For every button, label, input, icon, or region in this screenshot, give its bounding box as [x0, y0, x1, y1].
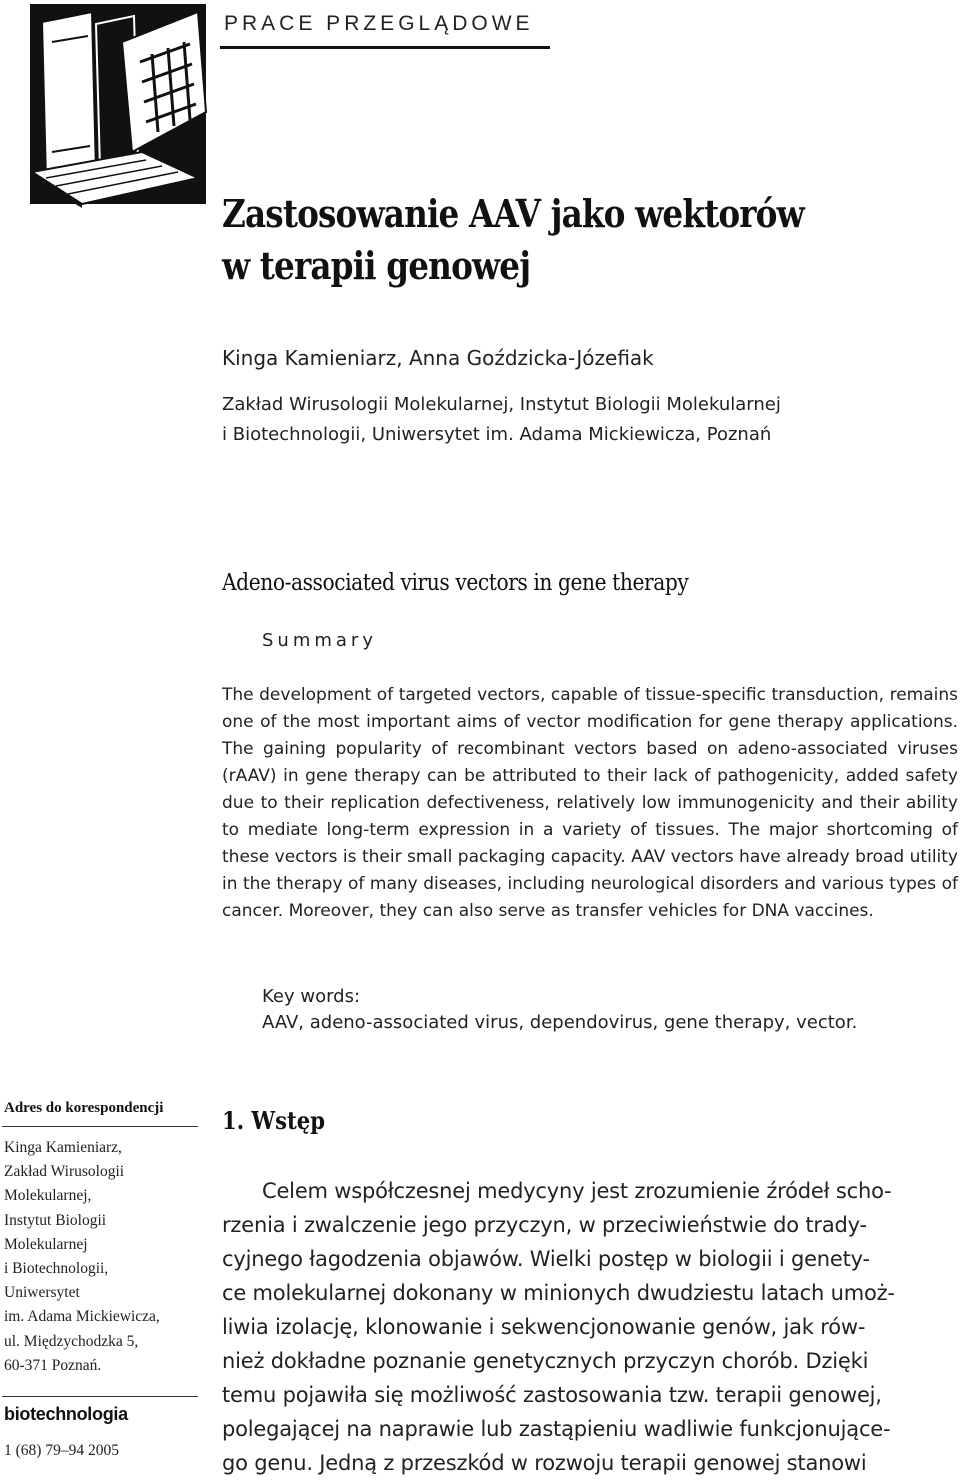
section-heading: 1. Wstęp [222, 1106, 325, 1135]
journal-citation: 1 (68) 79–94 2005 [4, 1442, 119, 1459]
affiliation [222, 390, 922, 450]
body-line: rzenia i zwalczenie jego przyczyn, w przeciwieństwie do trady- [222, 1213, 867, 1237]
title-line-2: w terapii genowej [222, 243, 531, 288]
body-line: ce molekularnej dokonany w minionych dwudziestu latach umoż- [222, 1281, 895, 1305]
address-line: 60-371 Poznań. [4, 1356, 102, 1374]
section-label: PRACE PRZEGLĄDOWE [224, 12, 534, 35]
address-line: Molekularnej, [4, 1187, 92, 1205]
affiliation-line-2: i Biotechnologii, Uniwersytet im. Adama Mickiewicza, Poznań [222, 424, 772, 445]
header-divider [220, 46, 550, 49]
address-line: Kinga Kamieniarz, [4, 1139, 122, 1156]
correspondence-address [4, 1136, 198, 1378]
address-line: Molekularnej [4, 1235, 88, 1253]
correspondence-divider-top [2, 1126, 198, 1127]
body-line: Celem współczesnej medycyny jest zrozumienie źródeł scho- [262, 1179, 892, 1203]
article-title [222, 188, 824, 292]
body-line: polegającej na naprawie lub zastąpieniu wadliwie funkcjonujące- [222, 1417, 891, 1441]
abstract-text: The development of targeted vectors, capable of tissue-specific transduction, remains one of the most important aims of vector modification for gene therapy applications. The gaining popularity of recombinant vectors based on adeno-associated viruses (rAAV) in gene therapy can be attributed to their lack of pathogenicity, added safety due to their replication defectiveness, relatively low immunogenicity and their ability to mediate long-term expression in a variety of tissues. The major shortcoming of these vectors is their small packaging capacity. AAV vectors have already broad utility in the therapy of many diseases, including neurological disorders and various types of cancer. Moreover, they can also serve as transfer vehicles for DNA vaccines. [222, 685, 958, 921]
key-words: AAV, adeno-associated virus, dependovirus, gene therapy, vector. [262, 1012, 858, 1033]
body-line: liwia izolację, klonowanie i sekwencjonowanie genów, jak rów- [222, 1315, 866, 1339]
address-line: Zakład Wirusologii [4, 1163, 125, 1181]
address-line: Uniwersytet [4, 1284, 80, 1302]
address-line: ul. Międzychodzka 5, [4, 1332, 139, 1350]
correspondence-heading: Adres do korespondencji [4, 1100, 164, 1116]
section-body [222, 1174, 958, 1480]
body-line: temu pojawiła się możliwość zastosowania tzw. terapii genowej, [222, 1383, 882, 1407]
body-line: go genu. Jedną z przeszkód w rozwoju terapii genowej stanowi [222, 1451, 867, 1475]
key-words-label: Key words: [262, 986, 361, 1007]
address-line: im. Adama Mickiewicza, [4, 1308, 160, 1326]
body-line: cyjnego łagodzenia objawów. Wielki postęp w biologii i genety- [222, 1247, 870, 1271]
journal-name: biotechnologia [4, 1404, 128, 1424]
english-title: Adeno-associated virus vectors in gene therapy [222, 570, 689, 596]
title-line-1: Zastosowanie AAV jako wektorów [222, 191, 804, 236]
books-icon [22, 2, 212, 210]
summary-label: Summary [262, 630, 377, 651]
body-line: nież dokładne poznanie genetycznych przyczyn chorób. Dzięki [222, 1349, 869, 1373]
affiliation-line-1: Zakład Wirusologii Molekularnej, Instytut Biologii Molekularnej [222, 394, 781, 415]
address-line: i Biotechnologii, [4, 1260, 109, 1278]
authors: Kinga Kamieniarz, Anna Goździcka-Józefiak [222, 346, 654, 370]
correspondence-divider-bottom [2, 1396, 198, 1397]
address-line: Instytut Biologii [4, 1211, 107, 1229]
